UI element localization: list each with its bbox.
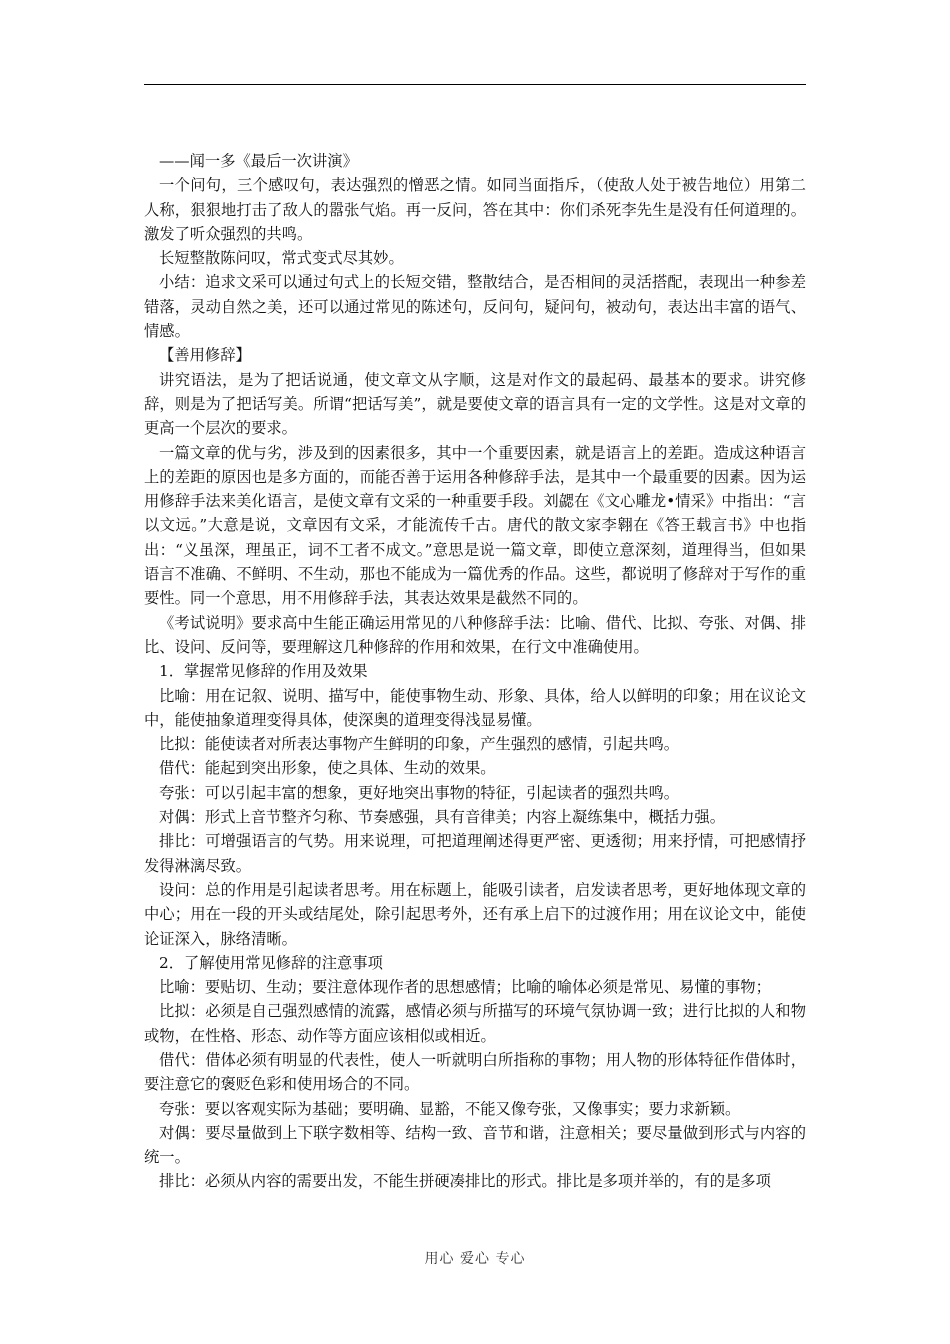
paragraph-grammar-rhetoric: 讲究语法，是为了把话说通，使文章文从字顺，这是对作文的最起码、最基本的要求。讲究修辞，则是为了把话写美。所谓“把话写美”，就是要使文章的语言具有一定的文学性。这是对文章的更高一个层次的要求。 (144, 370, 806, 438)
paragraph-exam-requirements: 《考试说明》要求高中生能正确运用常见的八种修辞手法：比喻、借代、比拟、夸张、对偶、排比、设问、反问等，要理解这几种修辞的作用和效果，在行文中准确使用。 (144, 613, 806, 656)
item-personification-caution: 比拟：必须是自己强烈感情的流露，感情必须与所描写的环境气氛协调一致；进行比拟的人和物或物，在性格、形态、动作等方面应该相似或相近。 (144, 1002, 806, 1045)
document-body (144, 149, 806, 1194)
paragraph-quote-source: ——闻一多《最后一次讲演》 (159, 152, 358, 170)
item-metonymy-caution: 借代：借体必须有明显的代表性，使人一听就明白所指称的事物；用人物的形体特征作借体时，要注意它的褒贬色彩和使用场合的不同。 (144, 1050, 806, 1094)
page-footer: 用心 爱心 专心 (424, 1251, 526, 1267)
header-rule (144, 84, 806, 85)
paragraph-summary: 小结：追求文采可以通过句式上的长短交错，整散结合，是否相间的灵活搭配，表现出一种参差错落，灵动自然之美，还可以通过常见的陈述句，反问句，疑问句，被动句，表达出丰富的语气、情感。 (144, 273, 806, 341)
paragraph-quality: 一篇文章的优与劣，涉及到的因素很多，其中一个重要因素，就是语言上的差距。造成这种语言上的差距的原因也是多方面的，而能否善于运用各种修辞手法，是其中一个最重要的因素。因为运用修辞手法来美化语言，是使文章有文采的一种重要手段。刘勰在《文心雕龙•情采》中指出：“言以文远。”大意是说，文章因有文采，才能流传千古。唐代的散文家李翱在《答王载言书》中也指出：“义虽深，理虽正，词不工者不成文。”意思是说一篇文章，即使立意深刻，道理得当，但如果语言不准确、不鲜明、不生动，那也不能成为一篇优秀的作品。这些，都说明了修辞对于写作的重要性。同一个意思，用不用修辞手法，其表达效果是截然不同的。 (144, 443, 806, 608)
item-hyperbole-effect: 夸张：可以引起丰富的想象，更好地突出事物的特征，引起读者的强烈共鸣。 (159, 783, 680, 802)
paragraph-analysis: 一个问句，三个感叹句，表达强烈的憎恶之情。如同当面指斥，（使敌人处于被告地位）用第二人称，狠狠地打击了敌人的嚣张气焰。再一反问，答在其中：你们杀死李先生是没有任何道理的。激发了听众强烈的共鸣。 (144, 176, 806, 243)
item-rhetorical-question-effect: 设问：总的作用是引起读者思考。用在标题上，能吸引读者，启发读者思考，更好地体现文章的中心；用在一段的开头或结尾处，除引起思考外，还有承上启下的过渡作用；用在议论文中，能使论证深入，脉络清晰。 (144, 880, 806, 948)
item-antithesis-caution: 对偶：要尽量做到上下联字数相等、结构一致、音节和谐，注意相关；要尽量做到形式与内容的统一。 (144, 1123, 806, 1167)
item-metaphor-caution: 比喻：要贴切、生动；要注意体现作者的思想感情；比喻的喻体必须是常见、易懂的事物； (159, 978, 771, 997)
item-hyperbole-caution: 夸张：要以客观实际为基础；要明确、显豁，不能又像夸张，又像事实；要力求新颖。 (159, 1099, 741, 1118)
item-antithesis-effect: 对偶：形式上音节整齐匀称、节奏感强，具有音律美；内容上凝练集中，概括力强。 (159, 808, 725, 827)
item-metonymy-effect: 借代：能起到突出形象，使之具体、生动的效果。 (159, 759, 496, 778)
item-personification-effect: 比拟：能使读者对所表达事物产生鲜明的印象，产生强烈的感情，引起共鸣。 (159, 735, 680, 754)
section-heading-rhetoric: 【善用修辞】 (159, 346, 251, 365)
subheading-effects: 1．掌握常见修辞的作用及效果 (159, 662, 368, 681)
item-metaphor-effect: 比喻：用在记叙、说明、描写中，能使事物生动、形象、具体，给人以鲜明的印象；用在议论文中，能使抽象道理变得具体，使深奥的道理变得浅显易懂。 (144, 686, 806, 729)
item-parallelism-caution: 排比：必须从内容的需要出发，不能生拼硬凑排比的形式。排比是多项并举的，有的是多项 (159, 1172, 771, 1191)
item-parallelism-effect: 排比：可增强语言的气势。用来说理，可把道理阐述得更严密、更透彻；用来抒情，可把感情抒发得淋漓尽致。 (144, 832, 806, 875)
paragraph-motto: 长短整散陈问叹，常式变式尽其妙。 (159, 249, 404, 268)
subheading-cautions: 2．了解使用常见修辞的注意事项 (159, 953, 383, 972)
